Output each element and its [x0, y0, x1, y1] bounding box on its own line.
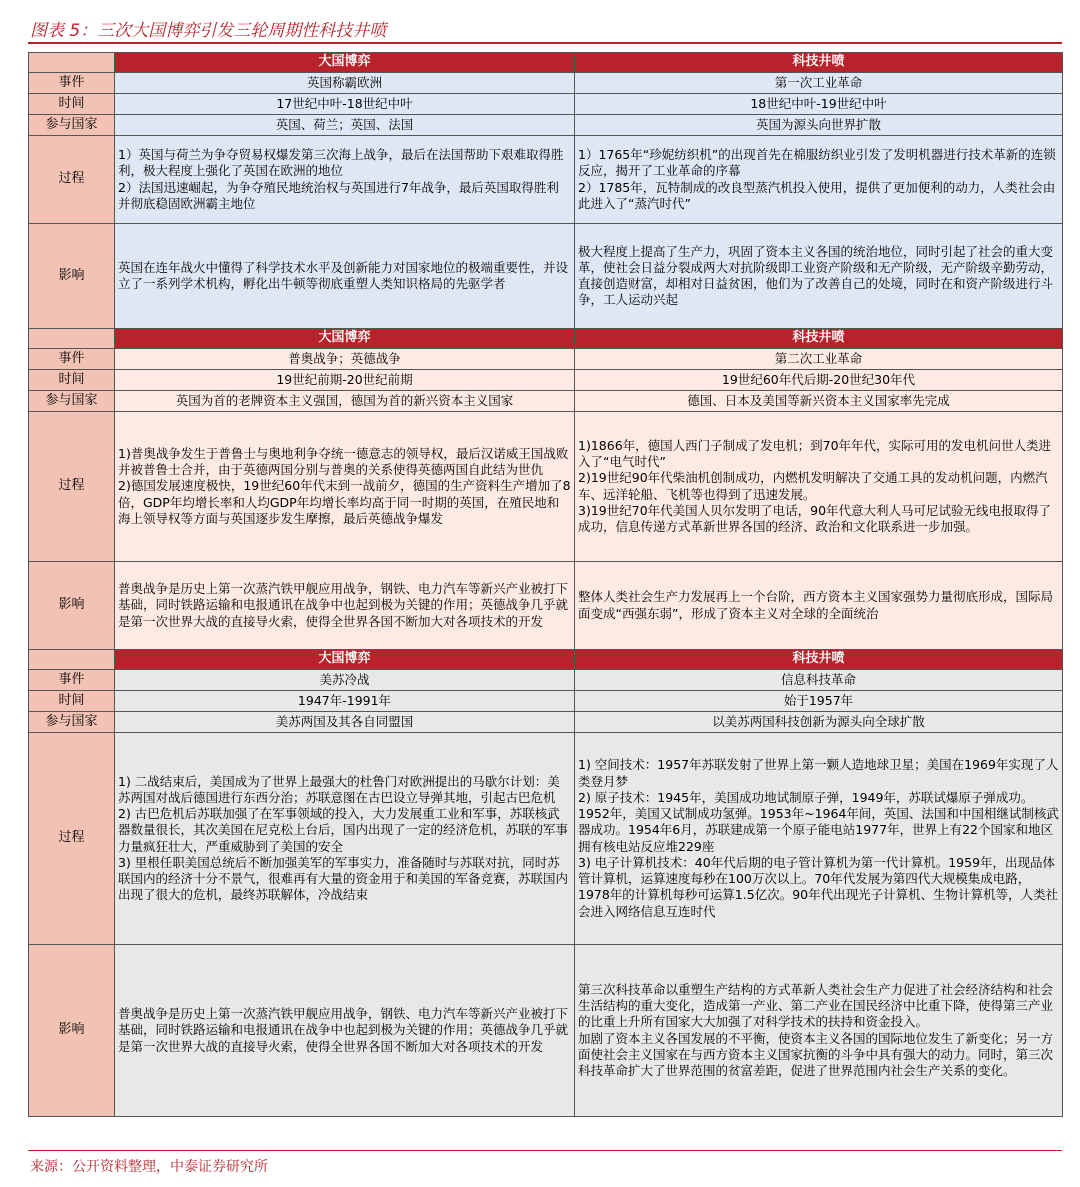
paragraph: 英国在连年战火中懂得了科学技术水平及创新能力对国家地位的极端重要性，并设立了一系列学术机构，孵化出牛顿等彻底重塑人类知识格局的先驱学者 — [118, 259, 569, 291]
event-row — [29, 670, 1063, 691]
paragraph: 1)普奥战争发生于普鲁士与奥地利争夺统一德意志的领导权，最后汉诺威王国战败并被普鲁士合并，由于英德两国分别与普奥的关系使得英德两国自此结为世仇 — [118, 445, 569, 478]
process-right — [575, 733, 1063, 945]
paragraph: 2) 原子技术：1945年，美国成功地试制原子弹，1949年，苏联试爆原子弹成功。1952年，美国又试制成功氢弹。1953年~1964年间，英国、法国和中国相继试制核武器成功。1954年6月，苏联建成第一个原子能电站1977年，世界上有22个国家和地区拥有核电站反应堆229座 — [578, 789, 1059, 854]
process-left — [115, 412, 575, 562]
paragraph: 2)19世纪90年代柴油机创制成功，内燃机发明解决了交通工具的发动机问题，内燃汽车、远洋轮船、飞机等也得到了迅速发展。 — [578, 470, 1048, 502]
paragraph: 1）1765年“珍妮纺织机”的出现首先在棉服纺织业引发了发明机器进行技术革新的连锁反应，揭开了工业革命的序幕 — [578, 147, 1056, 179]
paragraph: 2）法国迅速崛起，为争夺殖民地统治权与英国进行7年战争，最后英国取得胜利并彻底稳固欧洲霸主地位 — [118, 179, 559, 211]
impact-left — [115, 224, 575, 329]
countries-left: 英国、荷兰；英国、法国 — [115, 115, 575, 136]
section-header-row — [29, 650, 1063, 670]
event-row — [29, 73, 1063, 94]
countries-left: 美苏两国及其各自同盟国 — [115, 712, 575, 733]
bottom-rule — [28, 1150, 1062, 1151]
paragraph: 2)德国发展速度极快，19世纪60年代末到一战前夕，德国的生产资料生产增加了8倍，GDP年均增长率和人均GDP年均增长率均高于同一时期的英国，在殖民地和海上领导权等方面与英国逐步发生摩擦，最后英德战争爆发 — [118, 478, 571, 526]
row-label-impact: 影响 — [29, 224, 115, 329]
event-left: 英国称霸欧洲 — [115, 73, 575, 94]
col-header-left: 大国博弈 — [115, 650, 575, 670]
row-label-countries: 参与国家 — [29, 712, 115, 733]
paragraph: 1)1866年，德国人西门子制成了发电机；到70年年代，实际可用的发电机问世人类进入了“电气时代” — [578, 437, 1052, 469]
impact-left — [115, 945, 575, 1117]
title-rule — [28, 42, 1062, 44]
paragraph: 整体人类社会生产力发展再上一个台阶，西方资本主义国家强势力量彻底形成，国际局面变成“西强东弱”，形成了资本主义对全球的全面统治 — [578, 589, 1054, 621]
row-label-event: 事件 — [29, 73, 115, 94]
process-left — [115, 136, 575, 224]
col-header-right: 科技井喷 — [575, 329, 1063, 349]
event-left: 普奥战争；英德战争 — [115, 349, 575, 370]
paragraph: 1）英国与荷兰为争夺贸易权爆发第三次海上战争，最后在法国帮助下艰难取得胜利，极大程度上强化了英国在欧洲的地位 — [118, 147, 564, 179]
row-label-impact: 影响 — [29, 945, 115, 1117]
source-note: 来源：公开资料整理，中泰证券研究所 — [30, 1159, 268, 1175]
impact-right — [575, 945, 1063, 1117]
row-label-impact: 影响 — [29, 562, 115, 650]
row-label-time: 时间 — [29, 691, 115, 712]
time-row — [29, 691, 1063, 712]
countries-row — [29, 712, 1063, 733]
col-header-left: 大国博弈 — [115, 329, 575, 349]
row-label-process: 过程 — [29, 733, 115, 945]
event-row — [29, 349, 1063, 370]
paragraph: 普奥战争是历史上第一次蒸汽铁甲舰应用战争，钢铁、电力汽车等新兴产业被打下基础，同时铁路运输和电报通讯在战争中也起到极为关键的作用；英德战争几乎就是第一次世界大战的直接导火索，使得全世界各国不断加大对各项技术的开发 — [118, 1006, 569, 1054]
impact-left — [115, 562, 575, 650]
time-right: 18世纪中叶-19世纪中叶 — [575, 94, 1063, 115]
event-right: 信息科技革命 — [575, 670, 1063, 691]
impact-row — [29, 562, 1063, 650]
countries-right: 以美苏两国科技创新为源头向全球扩散 — [575, 712, 1063, 733]
row-label-countries: 参与国家 — [29, 115, 115, 136]
countries-row — [29, 391, 1063, 412]
event-left: 美苏冷战 — [115, 670, 575, 691]
col-header-left: 大国博弈 — [115, 53, 575, 73]
impact-row — [29, 224, 1063, 329]
countries-left: 英国为首的老牌资本主义强国，德国为首的新兴资本主义国家 — [115, 391, 575, 412]
figure-title: 图表 5：三次大国博弈引发三轮周期性科技井喷 — [30, 21, 387, 41]
process-right — [575, 136, 1063, 224]
impact-row — [29, 945, 1063, 1117]
process-right — [575, 412, 1063, 562]
paragraph: 2）1785年，瓦特制成的改良型蒸汽机投入使用，提供了更加便利的动力，人类社会由此进入了“蒸汽时代” — [578, 179, 1056, 211]
countries-right: 英国为源头向世界扩散 — [575, 115, 1063, 136]
row-label-time: 时间 — [29, 94, 115, 115]
paragraph: 3)19世纪70年代美国人贝尔发明了电话，90年代意大利人马可尼试验无线电报取得了成功，信息传递方式革新世界各国的经济、政治和文化联系进一步加强。 — [578, 502, 1052, 534]
time-row — [29, 94, 1063, 115]
paragraph: 第三次科技革命以重塑生产结构的方式革新人类社会生产力促进了社会经济结构和社会生活结构的重大变化，造成第一产业、第二产业在国民经济中比重下降，使得第三产业的比重上升所有国家大大加强了对科学技术的扶持和资金投入。 — [578, 981, 1054, 1030]
paragraph: 1) 空间技术：1957年苏联发射了世界上第一颗人造地球卫星；美国在1969年实现了人类登月梦 — [578, 757, 1059, 789]
time-row — [29, 370, 1063, 391]
countries-right: 德国、日本及美国等新兴资本主义国家率先完成 — [575, 391, 1063, 412]
section-header-row — [29, 329, 1063, 349]
time-left: 19世纪前期-20世纪前期 — [115, 370, 575, 391]
time-left: 17世纪中叶-18世纪中叶 — [115, 94, 575, 115]
row-label-event: 事件 — [29, 349, 115, 370]
time-right: 19世纪60年代后期-20世纪30年代 — [575, 370, 1063, 391]
time-left: 1947年-1991年 — [115, 691, 575, 712]
process-left — [115, 733, 575, 945]
impact-right — [575, 224, 1063, 329]
paragraph: 普奥战争是历史上第一次蒸汽铁甲舰应用战争，钢铁、电力汽车等新兴产业被打下基础，同时铁路运输和电报通讯在战争中也起到极为关键的作用；英德战争几乎就是第一次世界大战的直接导火索，使得全世界各国不断加大对各项技术的开发 — [118, 581, 569, 629]
col-header-right: 科技井喷 — [575, 53, 1063, 73]
paragraph: 极大程度上提高了生产力，巩固了资本主义各国的统治地位，同时引起了社会的重大变革，使社会日益分裂成两大对抗阶级即工业资产阶级和无产阶级，无产阶级辛勤劳动，直接创造财富，却相对日益贫困，他们为了改善自己的处境，同时在和资产阶级进行斗争，工人运动兴起 — [578, 243, 1054, 308]
time-right: 始于1957年 — [575, 691, 1063, 712]
event-right: 第二次工业革命 — [575, 349, 1063, 370]
process-row — [29, 412, 1063, 562]
impact-right — [575, 562, 1063, 650]
comparison-table — [28, 52, 1063, 1117]
process-row — [29, 733, 1063, 945]
row-label-process: 过程 — [29, 412, 115, 562]
row-label-event: 事件 — [29, 670, 115, 691]
row-label-time: 时间 — [29, 370, 115, 391]
row-label-process: 过程 — [29, 136, 115, 224]
paragraph: 3) 里根任职美国总统后不断加强美军的军事实力，准备随时与苏联对抗，同时苏联国内的经济十分不景气，很难再有大量的资金用于和美国的军备竞赛，苏联国内出现了很大的危机，最终苏联解体，冷战结束 — [118, 854, 569, 903]
section-header-row — [29, 53, 1063, 73]
row-label-countries: 参与国家 — [29, 391, 115, 412]
countries-row — [29, 115, 1063, 136]
event-right: 第一次工业革命 — [575, 73, 1063, 94]
paragraph: 1) 二战结束后，美国成为了世界上最强大的杜鲁门对欧洲提出的马歇尔计划：美苏两国对战后德国进行东西分治；苏联意图在古巴设立导弹其地，引起古巴危机 — [118, 773, 560, 805]
process-row — [29, 136, 1063, 224]
paragraph: 2) 古巴危机后苏联加强了在军事领域的投入，大力发展重工业和军事，苏联核武器数量很长，其次美国在尼克松上台后，国内出现了一定的经济危机，苏联的军事力量疯狂壮大，严重威胁到了美国的安全 — [118, 806, 569, 854]
paragraph: 加剧了资本主义各国发展的不平衡，使资本主义各国的国际地位发生了新变化；另一方面使社会主义国家在与西方资本主义国家抗衡的斗争中具有强大的动力。同时，第三次科技革命扩大了世界范围的贫富差距，促进了世界范围内社会生产关系的变化。 — [578, 1030, 1054, 1078]
col-header-right: 科技井喷 — [575, 650, 1063, 670]
paragraph: 3) 电子计算机技术：40年代后期的电子管计算机为第一代计算机。1959年，出现品体管计算机，运算速度每秒在100万次以上。70年代发展为第四代大规模集成电路，1978年的计算机每秒可运算1.5亿次。90年代出现光子计算机、生物计算机等，人类社会进入网络信息互连时代 — [578, 854, 1059, 919]
